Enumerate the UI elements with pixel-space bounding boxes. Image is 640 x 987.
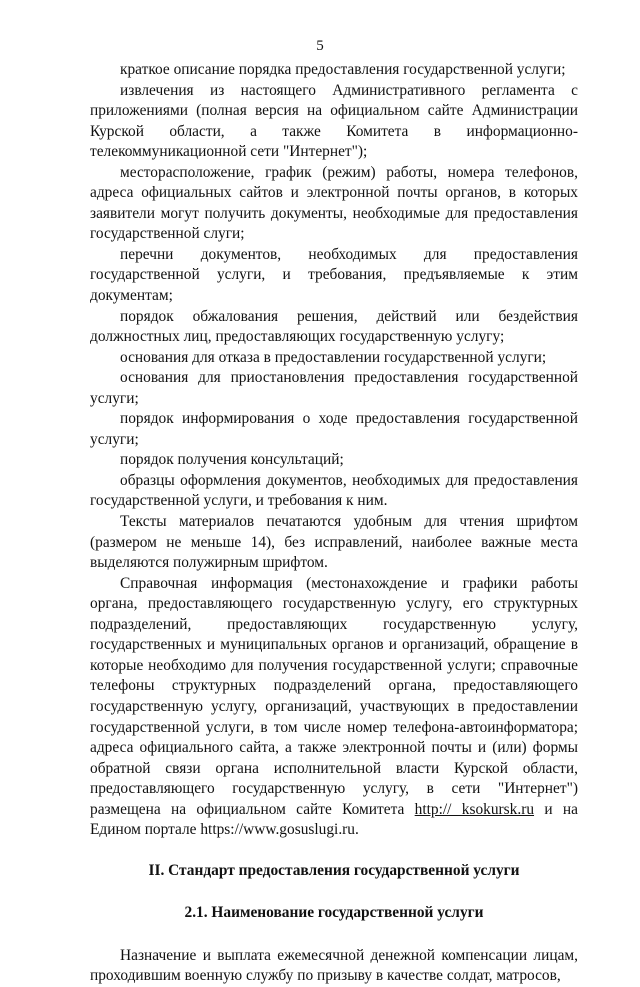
paragraph-progress-informing: порядок информирования о ходе предоставления государственной услуги; (90, 410, 578, 448)
reference-text-before-link: Справочная информация (местонахождение и графики работы органа, предоставляющего государственную услугу, его структурных подразделений, предоставляющих государственную услугу, государственных и муниципальных органов и организаций, обращение в которые необходимо для получения государственной услуги; справочные телефоны структурных подразделений органа, предоставляющего государственную услугу, организаций, участвующих в предоставлении государственной услуги, в том числе номер телефона-автоинформатора; адреса официального сайта, а также электронной почты и (или) формы обратной связи органа исполнительной власти Курской области, предоставляющего государственную услугу, в сети "Интернет") размещена на официальном сайте Комитета (90, 574, 578, 818)
paragraph-refusal-grounds: основания для отказа в предоставлении государственной услуги; (120, 348, 547, 366)
document-body (90, 60, 578, 987)
paragraph-document-samples: образцы оформления документов, необходимых для предоставления государственной услуги, и требования к ним. (90, 471, 578, 510)
paragraph-print-requirements: Тексты материалов печатаются удобным для чтения шрифтом (размером не меньше 14), без исправлений, наиболее важные места выделяются полужирным шрифтом. (90, 513, 578, 572)
page-number: 5 (316, 38, 324, 54)
reference-text-after-link: и на Едином портале https://www.gosuslugi.ru. (90, 800, 578, 839)
section-heading: II. Стандарт предоставления государственной услуги (148, 861, 520, 879)
paragraph-suspension-grounds: основания для приостановления предоставления государственной услуги; (90, 369, 578, 407)
paragraph-brief-description: краткое описание порядка предоставления государственной услуги; (120, 61, 566, 78)
paragraph-service-name: Назначение и выплата ежемесячной денежной компенсации лицам, проходившим военную службу по призыву в качестве солдат, матросов, (90, 946, 578, 985)
paragraph-appeal-procedure: порядок обжалования решения, действий или бездействия должностных лиц, предоставляющих государственную услугу; (90, 307, 578, 346)
paragraph-regulation-extracts: извлечения из настоящего Административного регламента с приложениями (полная версия на официальном сайте Администрации Курской области, а также Комитета в информационно-телекоммуникационной сети "Интернет"); (90, 81, 578, 161)
paragraph-location-schedule: месторасположение, график (режим) работы, номера телефонов, адреса официальных сайтов и электронной почты органов, в которых заявители могут получить документы, необходимые для предоставления государственной слуги; (90, 163, 578, 243)
paragraph-reference-information (90, 574, 578, 841)
committee-website-link[interactable]: http:// ksokursk.ru (414, 800, 535, 818)
subsection-heading: 2.1. Наименование государственной услуги (184, 904, 484, 922)
paragraph-document-lists: перечни документов, необходимых для предоставления государственной услуги, и требования, предъявляемые к этим документам; (90, 245, 578, 305)
paragraph-consultations: порядок получения консультаций; (120, 451, 344, 469)
